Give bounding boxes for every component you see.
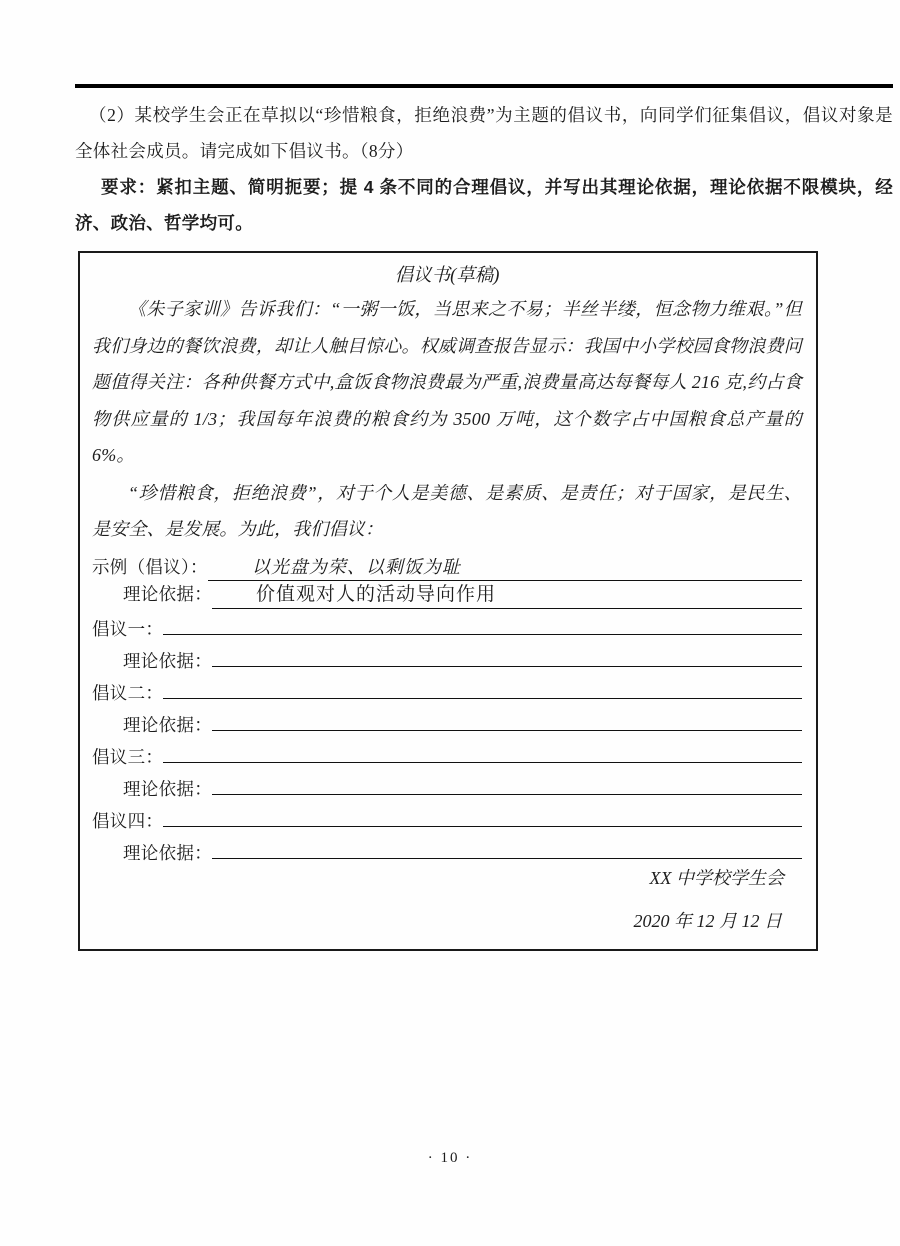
proposal-3-label: 倡议三： (92, 746, 164, 767)
example-proposal-row (92, 554, 802, 581)
basis-4-row (92, 833, 802, 865)
signature-date: 2020 年 12 月 12 日 (633, 910, 782, 931)
basis-2-label: 理论依据： (123, 714, 212, 735)
proposal-1-label: 倡议一： (92, 618, 164, 639)
proposal-1-row (92, 609, 802, 641)
proposal-3-blank (163, 737, 802, 763)
example-basis-value: 价值观对人的活动导向作用 (256, 583, 497, 605)
basis-4-blank (212, 833, 802, 859)
basis-1-label: 理论依据： (123, 650, 212, 671)
example-basis-label: 理论依据： (123, 583, 212, 604)
basis-1-blank (212, 641, 802, 667)
proposal-4-row (92, 801, 802, 833)
proposal-4-label: 倡议四： (92, 810, 164, 831)
question-paragraph: （2）某校学生会正在草拟以“珍惜粮食，拒绝浪费”为主题的倡议书，向同学们征集倡议，倡议对象是全体社会成员。请完成如下倡议书。（8分） (75, 105, 893, 161)
basis-2-blank (212, 705, 802, 731)
example-basis-blank (212, 581, 802, 609)
signature-organization: XX 中学校学生会 (649, 867, 784, 888)
basis-2-row (92, 705, 802, 737)
proposal-2-blank (163, 673, 802, 699)
basis-3-label: 理论依据： (123, 778, 212, 799)
proposal-2-row (92, 673, 802, 705)
example-proposal-blank (208, 554, 802, 581)
proposal-title: 倡议书(草稿) (394, 266, 500, 286)
example-proposal-label: 示例（倡议）： (92, 556, 208, 577)
proposal-3-row (92, 737, 802, 769)
basis-3-blank (212, 769, 802, 795)
proposal-body-paragraph-1: 《朱子家训》告诉我们：“一粥一饭，当思来之不易；半丝半缕，恒念物力维艰。”但我们身边的餐饮浪费，却让人触目惊心。权威调查报告显示：我国中小学校园食物浪费问题值得关注：各种供餐方式中,盒饭食物浪费最为严重,浪费量高达每餐每人 216 克,约占食物供应量的 1/3；我国每年浪费的粮食约为 3500 万吨，这个数字占中国粮食总产量的 6%。 (92, 299, 802, 465)
basis-3-row (92, 769, 802, 801)
page-number: · 10 · (427, 1150, 473, 1166)
basis-4-label: 理论依据： (123, 842, 212, 863)
proposal-body-paragraph-2: “珍惜粮食，拒绝浪费”，对于个人是美德、是素质、是责任；对于国家，是民生、是安全、是发展。为此，我们倡议： (92, 482, 802, 539)
example-basis-row (92, 581, 802, 609)
example-proposal-value: 以光盘为荣、以剩饭为耻 (251, 556, 461, 577)
proposal-4-blank (163, 801, 802, 827)
signature-block (92, 865, 802, 934)
top-divider-rule (75, 84, 893, 88)
proposal-1-blank (163, 609, 802, 635)
proposal-2-label: 倡议二： (92, 682, 164, 703)
requirements-paragraph: 要求：紧扣主题、简明扼要；提 4 条不同的合理倡议，并写出其理论依据，理论依据不限模块，经济、政治、哲学均可。 (75, 177, 893, 233)
proposal-draft-box (78, 251, 818, 951)
basis-1-row (92, 641, 802, 673)
